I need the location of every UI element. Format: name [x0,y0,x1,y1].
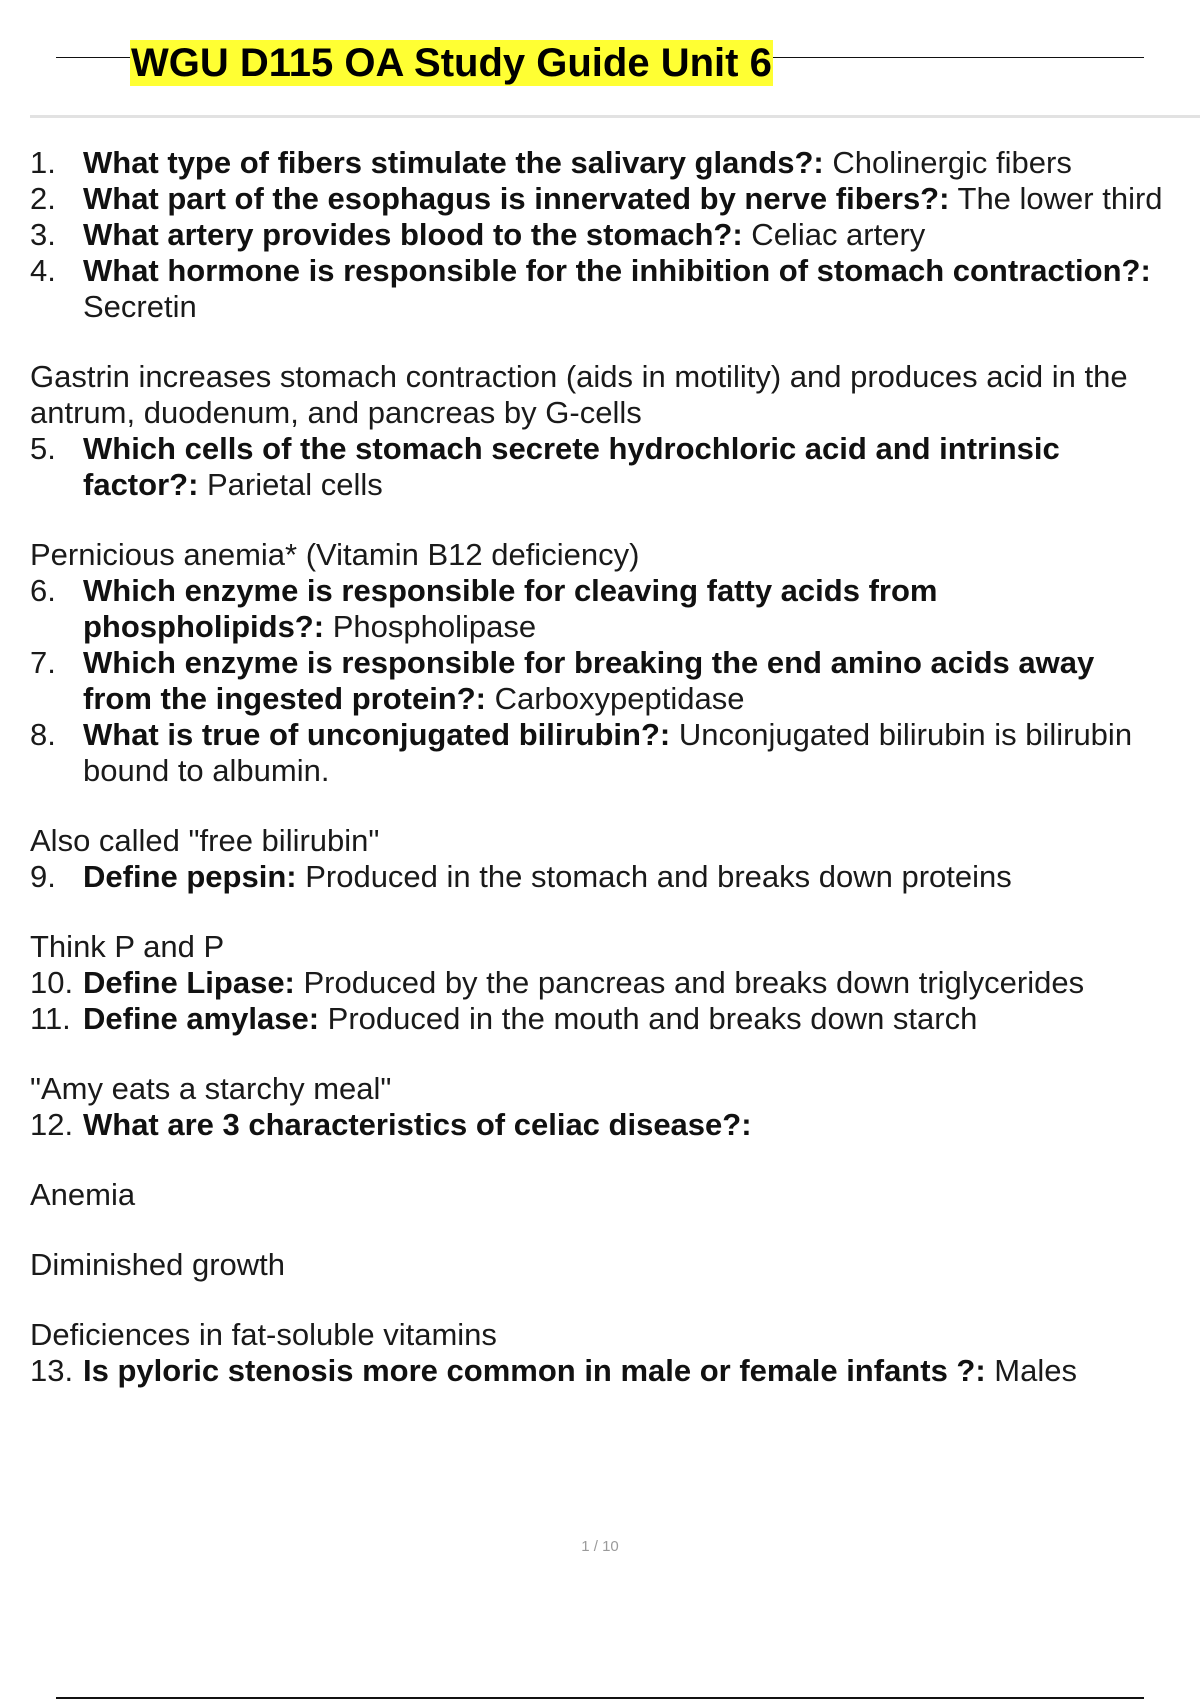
item-number: 9. [30,859,56,894]
question-text: Which enzyme is responsible for breaking the end amino acids away [83,645,1095,680]
question-text: What are 3 characteristics of celiac disease?: [83,1107,752,1142]
list-item [30,181,1200,217]
question-text: What is true of unconjugated bilirubin?: [83,717,671,752]
question-text: What type of fibers stimulate the salivary glands?: [83,145,824,180]
note-gastrin: Gastrin increases stomach contraction (aids in motility) and produces acid in the antrum, duodenum, and pancreas by G-cells [30,359,1128,430]
note-pernicious-anemia: Pernicious anemia* (Vitamin B12 deficiency) [30,537,640,572]
question-text: Define pepsin: [83,859,297,894]
list-item [30,1353,1200,1389]
item-number: 5. [30,431,56,466]
question-text: What part of the esophagus is innervated by nerve fibers?: [83,181,950,216]
header-separator [30,115,1200,118]
item-number: 2. [30,181,56,216]
answer-text: Produced in the mouth and breaks down starch [319,1001,978,1036]
celiac-anemia: Anemia [30,1177,136,1212]
question-text: Which enzyme is responsible for cleaving fatty acids from [83,573,938,608]
question-text: What artery provides blood to the stomach?: [83,217,743,252]
list-item [30,717,1200,789]
answer-text: Produced by the pancreas and breaks down triglycerides [294,965,1085,1000]
list-item [30,253,1200,325]
list-item [30,431,1200,503]
list-item [30,1107,1200,1143]
list-item [30,145,1200,181]
question-text-cont: factor?: [83,467,199,502]
celiac-diminished-growth: Diminished growth [30,1247,285,1282]
note-think-p-and-p: Think P and P [30,929,225,964]
answer-text: Males [985,1353,1077,1388]
question-text-cont: from the ingested protein?: [83,681,486,716]
question-text: Is pyloric stenosis more common in male or female infants ?: [83,1353,986,1388]
item-number: 3. [30,217,56,252]
answer-text: Unconjugated bilirubin is bilirubin [670,717,1133,752]
question-text: What hormone is responsible for the inhibition of stomach contraction?: [83,253,1151,288]
document-title: WGU D115 OA Study Guide Unit 6 [131,41,772,85]
list-item [30,645,1200,717]
list-item [30,217,1200,253]
item-number: 8. [30,717,56,752]
page-indicator: 1 / 10 [581,1538,619,1555]
list-item [30,859,1200,895]
item-number: 7. [30,645,56,680]
answer-text: Phospholipase [324,609,537,644]
answer-text-cont: bound to albumin. [83,753,330,788]
list-item [30,573,1200,645]
note-free-bilirubin: Also called "free bilirubin" [30,823,380,858]
answer-text: The lower third [949,181,1163,216]
item-number: 4. [30,253,56,288]
note-amy: "Amy eats a starchy meal" [30,1071,392,1106]
item-number: 1. [30,145,56,180]
study-guide-content [30,145,1200,1389]
answer-text: Parietal cells [198,467,383,502]
question-text: Define Lipase: [83,965,295,1000]
question-text-cont: phospholipids?: [83,609,325,644]
question-text: Which cells of the stomach secrete hydrochloric acid and intrinsic [83,431,1060,466]
item-number: 13. [30,1353,74,1388]
list-item [30,965,1200,1001]
item-number: 11. [30,1001,71,1036]
question-text: Define amylase: [83,1001,320,1036]
answer-text: Produced in the stomach and breaks down proteins [296,859,1012,894]
answer-text: Cholinergic fibers [823,145,1072,180]
item-number: 10. [30,965,74,1000]
item-number: 12. [30,1107,74,1142]
answer-text: Carboxypeptidase [486,681,745,716]
answer-text: Celiac artery [742,217,926,252]
bottom-rule [56,1697,1144,1699]
list-item [30,1001,1200,1037]
celiac-vitamin-deficiency: Deficiences in fat-soluble vitamins [30,1317,497,1352]
answer-text: Secretin [83,289,197,324]
item-number: 6. [30,573,56,608]
